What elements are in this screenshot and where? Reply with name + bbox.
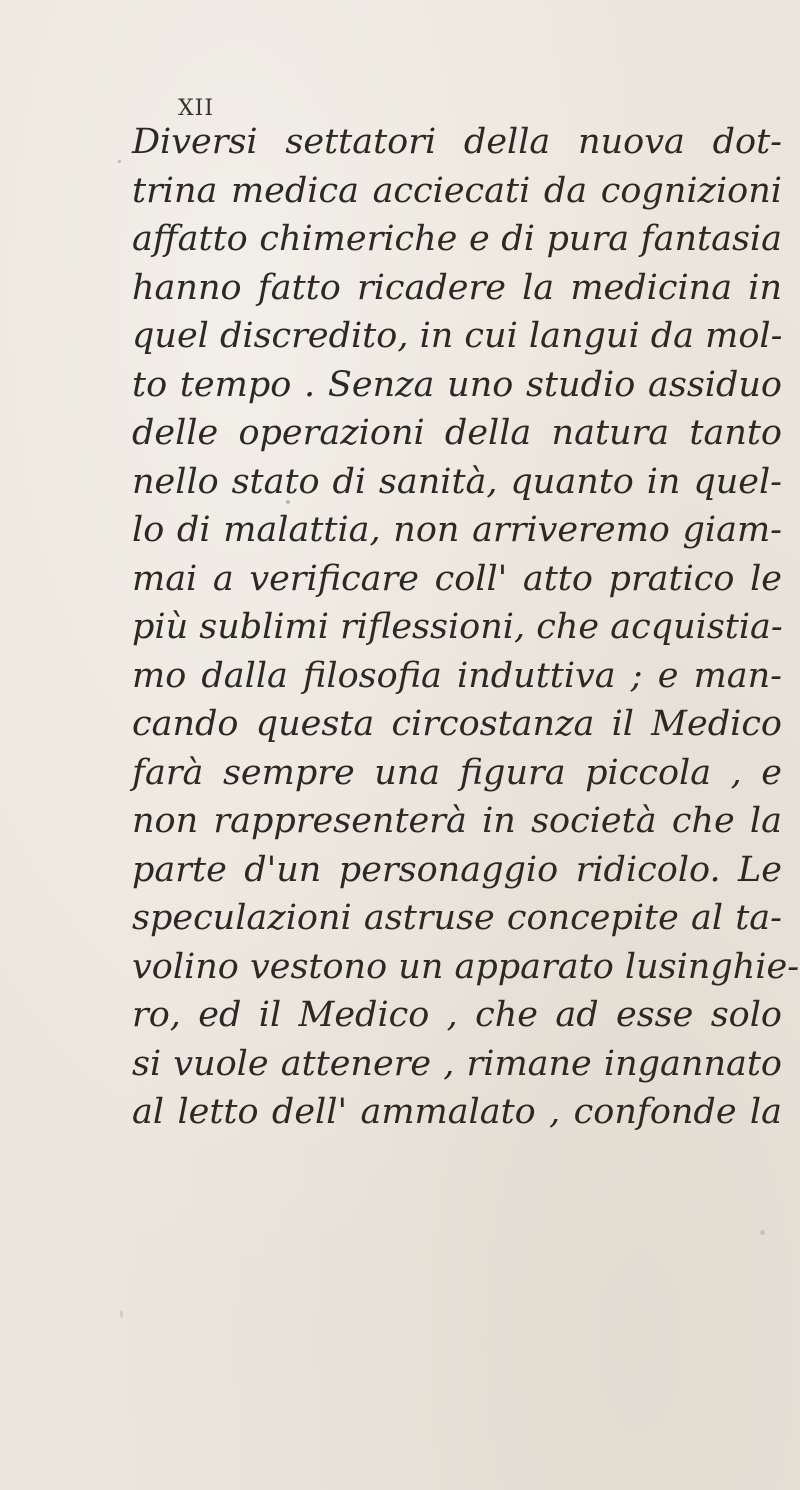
text-line: affatto chimeriche e di pura fantasia [132, 219, 782, 259]
text-line: parte d'un personaggio ridicolo. Le [132, 849, 782, 890]
text-line: non rappresenterà in società che la [132, 801, 782, 841]
text-line: volino vestono un apparato lusinghie- [132, 946, 800, 987]
text-line: nello stato di sanità, quanto in quel- [132, 461, 782, 502]
paper-speck [760, 1230, 765, 1235]
text-line: ro, ed il Medico , che ad esse solo [132, 995, 782, 1035]
text-line: trina medica acciecati da cognizioni [132, 170, 782, 211]
text-line: lo di malattia, non arriveremo giam- [132, 510, 782, 550]
text-line: to tempo . Senza uno studio assiduo [132, 364, 782, 405]
text-line: hanno fatto ricadere la medicina in [132, 267, 782, 308]
text-line: delle operazioni della natura tanto [132, 413, 782, 453]
text-line: farà sempre una figura piccola , e [132, 752, 782, 793]
text-line: Diversi settatori della nuova dot- [132, 122, 782, 162]
paper-speck [286, 500, 290, 504]
body-text [132, 118, 800, 1137]
text-line: al letto dell' ammalato , confonde la [132, 1092, 782, 1132]
text-line: mo dalla filosofia induttiva ; e man- [132, 655, 782, 696]
text-line: speculazioni astruse concepite al ta- [132, 898, 782, 938]
page-number: XII [178, 96, 215, 121]
text-line: mai a verificare coll' atto pratico le [132, 558, 782, 599]
paper-speck [118, 160, 121, 163]
paper-speck [120, 1310, 123, 1318]
text-line: quel discredito, in cui langui da mol- [132, 316, 783, 356]
text-line: si vuole attenere , rimane ingannato [132, 1043, 782, 1084]
text-line: più sublimi riflessioni, che acquistia- [132, 607, 783, 647]
text-line: cando questa circostanza il Medico [132, 704, 782, 744]
